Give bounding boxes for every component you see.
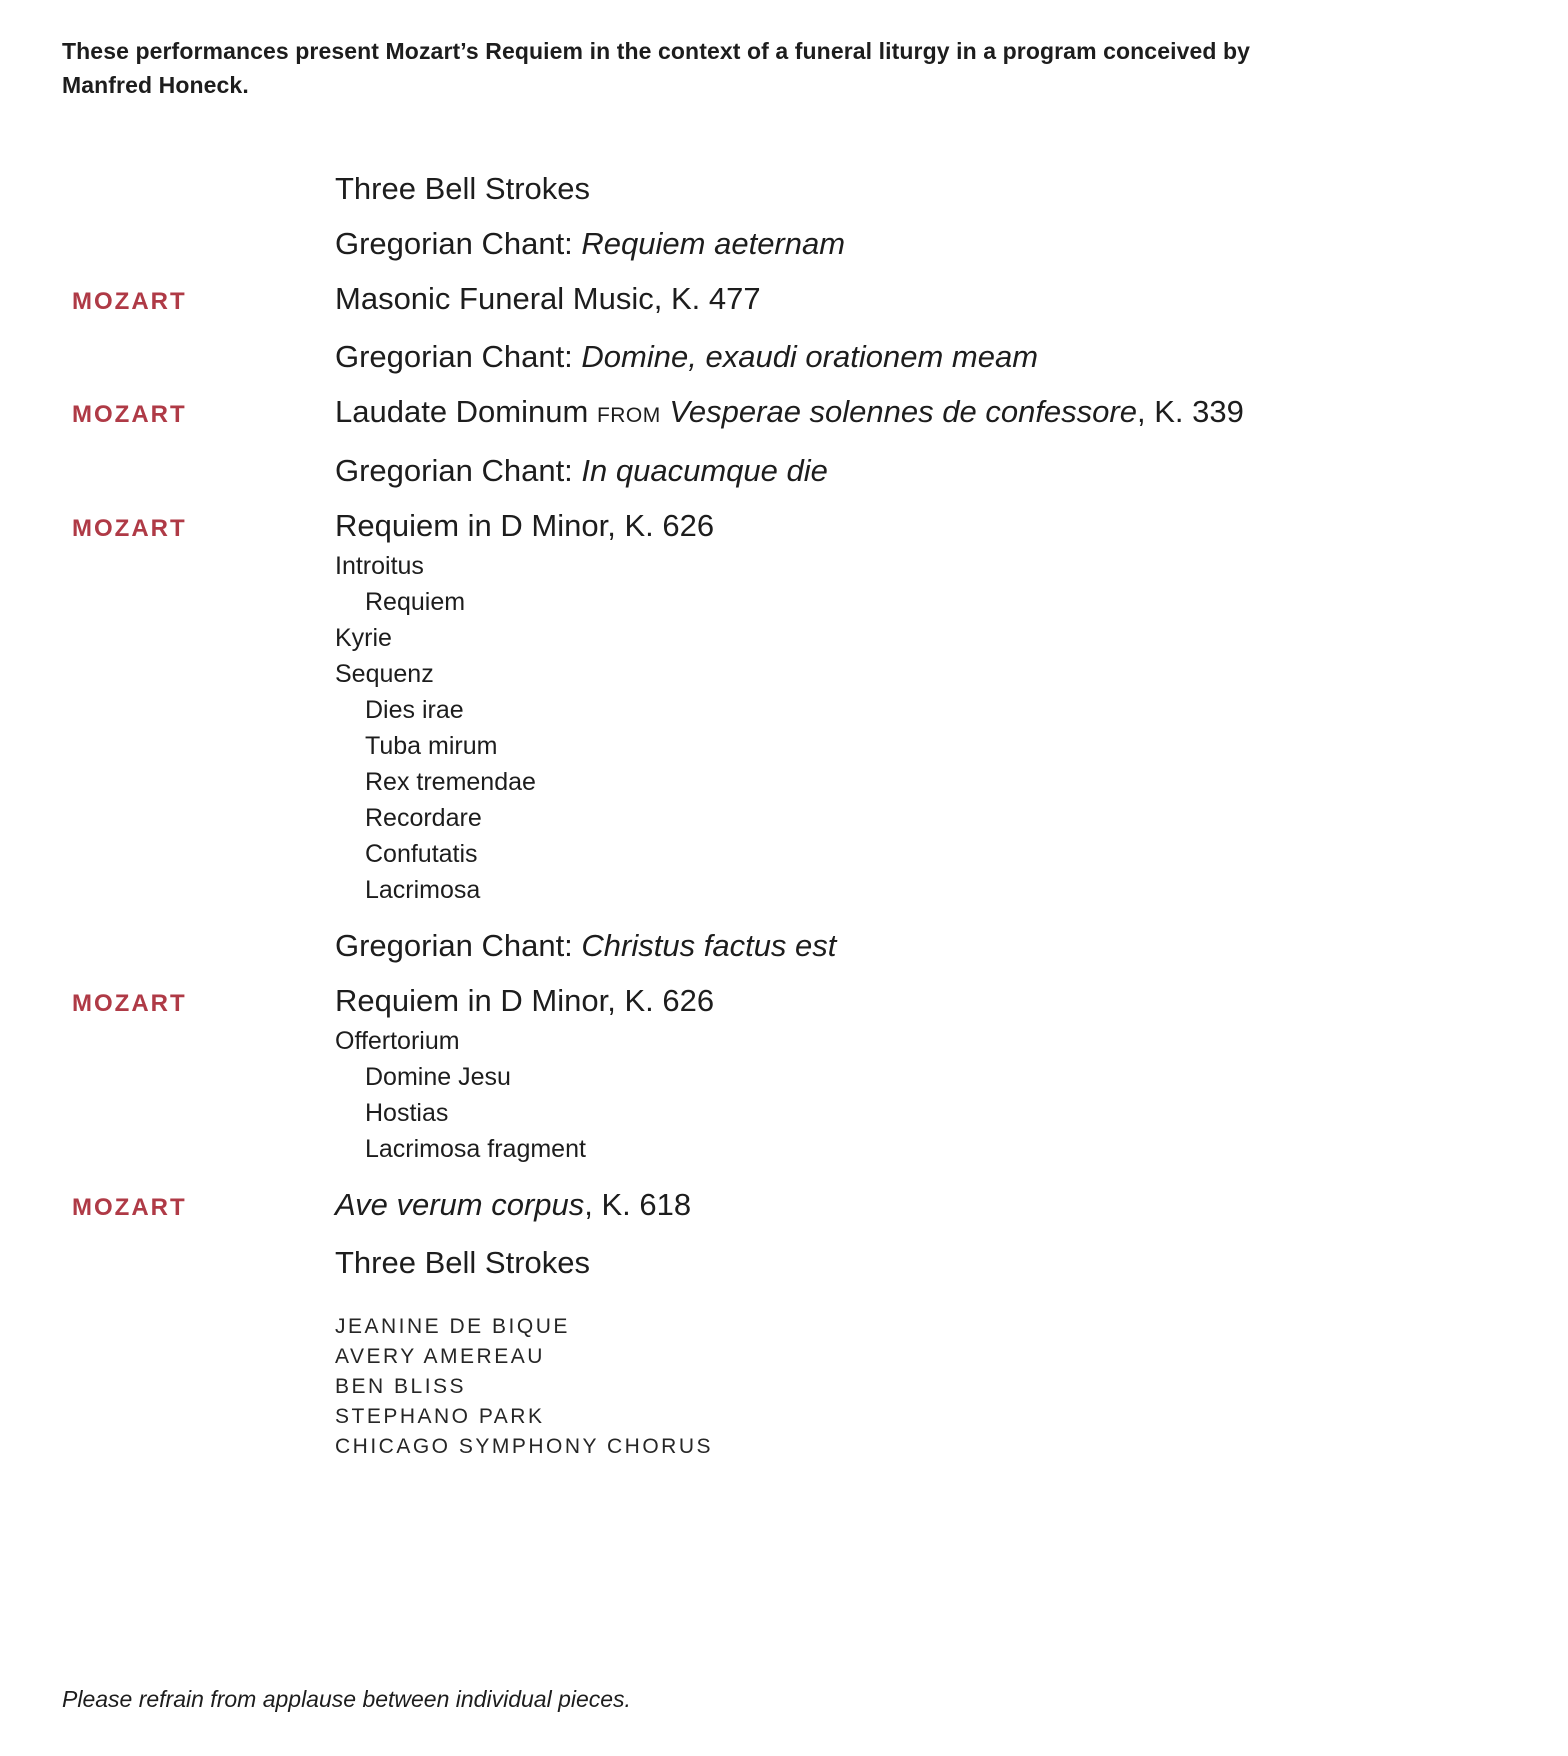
piece-title [335, 454, 1508, 488]
title-text: Masonic Funeral Music, K. 477 [335, 281, 761, 316]
movement-item: Lacrimosa [365, 876, 481, 904]
program-row [62, 1188, 1508, 1225]
program-row [62, 984, 1508, 1167]
performer-name: BEN BLISS [335, 1375, 467, 1398]
movement-item: Introitus [335, 552, 424, 580]
performer-name: STEPHANO PARK [335, 1405, 545, 1428]
title-text-italic: Vesperae solennes de confessore [660, 394, 1137, 429]
movement-item: Dies irae [365, 696, 464, 724]
title-text: Gregorian Chant: [335, 226, 582, 261]
performers-list [335, 1312, 1508, 1462]
piece-title [335, 984, 1508, 1018]
piece-title [335, 172, 1508, 206]
title-text-italic: Christus factus est [581, 928, 837, 963]
piece-title [335, 929, 1508, 963]
movement-item: Sequenz [335, 660, 434, 688]
title-text: , K. 618 [584, 1187, 692, 1222]
title-text-italic: Domine, exaudi orationem meam [581, 339, 1039, 374]
title-text: Three Bell Strokes [335, 171, 590, 206]
title-text: Three Bell Strokes [335, 1245, 590, 1280]
movement-item: Tuba mirum [365, 732, 498, 760]
title-text: , K. 339 [1136, 394, 1244, 429]
program-row [62, 509, 1508, 908]
performers-section [62, 1312, 1508, 1462]
piece-block [335, 509, 1508, 908]
composer-label: MOZART [72, 1194, 187, 1221]
movement-item: Kyrie [335, 624, 392, 652]
piece-title [335, 395, 1508, 433]
piece-block [335, 984, 1508, 1167]
program-row [62, 395, 1508, 433]
title-text: Laudate Dominum [335, 394, 597, 429]
movement-list [335, 548, 1508, 908]
movement-item: Recordare [365, 804, 482, 832]
intro-text: These performances present Mozart’s Requiem in the context of a funeral liturgy in a program conceived by Manfred Honeck. [62, 38, 1251, 98]
program-row [62, 454, 1508, 488]
piece-title [335, 509, 1508, 543]
program-row [62, 172, 1508, 206]
title-text-italic: Ave verum corpus [335, 1187, 585, 1222]
piece-title [335, 340, 1508, 374]
movement-list [335, 1023, 1508, 1167]
title-text: Gregorian Chant: [335, 928, 582, 963]
title-text: Requiem in D Minor, K. 626 [335, 983, 715, 1018]
piece-title [335, 282, 1508, 316]
title-text: Gregorian Chant: [335, 339, 582, 374]
title-text-smallcaps: FROM [596, 404, 661, 427]
footer-note: Please refrain from applause between individual pieces. [62, 1686, 631, 1712]
performer-name: AVERY AMEREAU [335, 1345, 545, 1368]
performer-name: CHICAGO SYMPHONY CHORUS [335, 1435, 713, 1458]
program-list [62, 172, 1508, 1280]
composer-label: MOZART [72, 990, 187, 1017]
program-row [62, 929, 1508, 963]
composer-label: MOZART [72, 401, 187, 428]
movement-item: Domine Jesu [365, 1063, 511, 1091]
movement-item: Hostias [365, 1099, 449, 1127]
title-text: Requiem in D Minor, K. 626 [335, 508, 715, 543]
movement-item: Rex tremendae [365, 768, 536, 796]
composer-label: MOZART [72, 288, 187, 315]
title-text-italic: Requiem aeternam [581, 226, 846, 261]
movement-item: Lacrimosa fragment [365, 1135, 586, 1163]
performer-name: JEANINE DE BIQUE [335, 1315, 570, 1338]
composer-label: MOZART [72, 515, 187, 542]
program-row [62, 227, 1508, 261]
movement-item: Offertorium [335, 1027, 460, 1055]
title-text-italic: In quacumque die [581, 453, 828, 488]
movement-item: Confutatis [365, 840, 478, 868]
piece-title [335, 227, 1508, 261]
piece-title [335, 1188, 1508, 1222]
piece-title [335, 1246, 1508, 1280]
program-row [62, 340, 1508, 374]
movement-item: Requiem [365, 588, 466, 616]
program-row [62, 282, 1508, 319]
title-text: Gregorian Chant: [335, 453, 582, 488]
program-row [62, 1246, 1508, 1280]
